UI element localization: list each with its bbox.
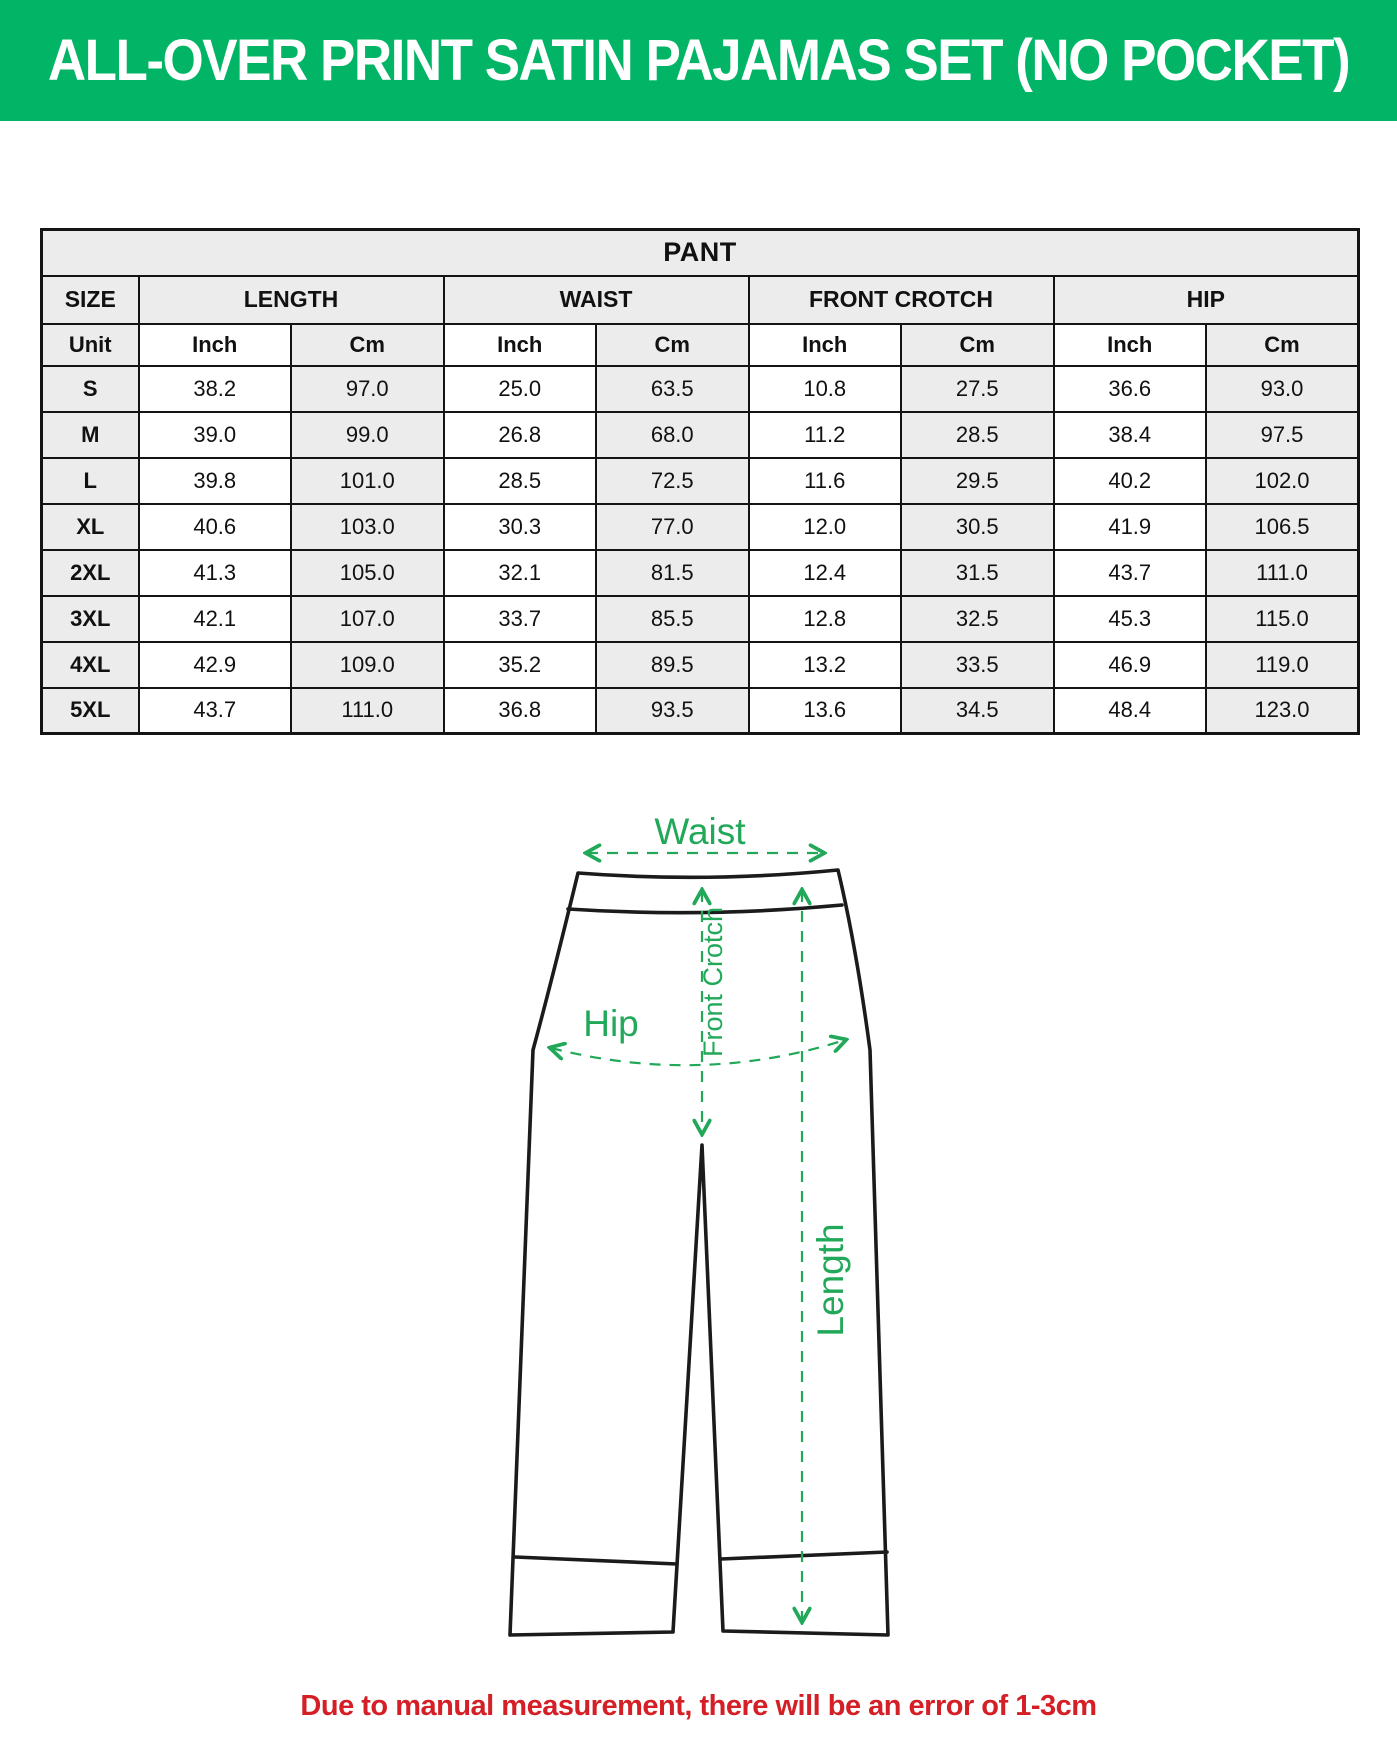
value-cell: 11.6 — [749, 458, 902, 504]
front-crotch-label: Front Crotch — [698, 906, 728, 1058]
size-cell: S — [42, 366, 139, 412]
value-cell: 32.5 — [901, 596, 1054, 642]
value-cell: 102.0 — [1206, 458, 1359, 504]
value-cell: 40.2 — [1054, 458, 1207, 504]
value-cell: 36.6 — [1054, 366, 1207, 412]
value-cell: 109.0 — [291, 642, 444, 688]
unit-cm: Cm — [1206, 324, 1359, 366]
value-cell: 31.5 — [901, 550, 1054, 596]
right-cuff-line — [721, 1552, 887, 1559]
value-cell: 39.8 — [139, 458, 292, 504]
value-cell: 12.4 — [749, 550, 902, 596]
table-row — [42, 688, 1359, 734]
table-row — [42, 412, 1359, 458]
size-table-body — [42, 366, 1359, 734]
value-cell: 38.4 — [1054, 412, 1207, 458]
value-cell: 45.3 — [1054, 596, 1207, 642]
value-cell: 48.4 — [1054, 688, 1207, 734]
value-cell: 106.5 — [1206, 504, 1359, 550]
value-cell: 68.0 — [596, 412, 749, 458]
table-row — [42, 504, 1359, 550]
pants-measurement-diagram — [0, 740, 1397, 1645]
size-cell: M — [42, 412, 139, 458]
table-title-row — [42, 230, 1359, 276]
column-header-size: SIZE — [42, 276, 139, 324]
value-cell: 42.9 — [139, 642, 292, 688]
value-cell: 111.0 — [1206, 550, 1359, 596]
value-cell: 72.5 — [596, 458, 749, 504]
value-cell: 101.0 — [291, 458, 444, 504]
size-cell: 5XL — [42, 688, 139, 734]
waist-label: Waist — [654, 811, 746, 852]
size-cell: 4XL — [42, 642, 139, 688]
value-cell: 30.3 — [444, 504, 597, 550]
table-row — [42, 458, 1359, 504]
value-cell: 93.5 — [596, 688, 749, 734]
value-cell: 28.5 — [901, 412, 1054, 458]
size-cell: 3XL — [42, 596, 139, 642]
value-cell: 39.0 — [139, 412, 292, 458]
size-table — [40, 228, 1360, 735]
value-cell: 97.0 — [291, 366, 444, 412]
unit-label: Unit — [42, 324, 139, 366]
value-cell: 34.5 — [901, 688, 1054, 734]
table-row — [42, 596, 1359, 642]
value-cell: 107.0 — [291, 596, 444, 642]
value-cell: 115.0 — [1206, 596, 1359, 642]
value-cell: 30.5 — [901, 504, 1054, 550]
title-banner — [0, 0, 1397, 121]
table-row — [42, 642, 1359, 688]
size-cell: L — [42, 458, 139, 504]
length-label: Length — [810, 1223, 851, 1337]
column-header-front-crotch: FRONT CROTCH — [749, 276, 1054, 324]
value-cell: 11.2 — [749, 412, 902, 458]
hip-label: Hip — [583, 1003, 639, 1044]
table-row — [42, 550, 1359, 596]
value-cell: 36.8 — [444, 688, 597, 734]
value-cell: 103.0 — [291, 504, 444, 550]
value-cell: 89.5 — [596, 642, 749, 688]
value-cell: 63.5 — [596, 366, 749, 412]
value-cell: 123.0 — [1206, 688, 1359, 734]
value-cell: 119.0 — [1206, 642, 1359, 688]
value-cell: 77.0 — [596, 504, 749, 550]
value-cell: 81.5 — [596, 550, 749, 596]
table-unit-row — [42, 324, 1359, 366]
value-cell: 29.5 — [901, 458, 1054, 504]
table-group-header-row — [42, 276, 1359, 324]
value-cell: 46.9 — [1054, 642, 1207, 688]
unit-inch: Inch — [444, 324, 597, 366]
value-cell: 105.0 — [291, 550, 444, 596]
value-cell: 93.0 — [1206, 366, 1359, 412]
value-cell: 25.0 — [444, 366, 597, 412]
value-cell: 111.0 — [291, 688, 444, 734]
value-cell: 13.6 — [749, 688, 902, 734]
unit-cm: Cm — [596, 324, 749, 366]
value-cell: 85.5 — [596, 596, 749, 642]
left-cuff-line — [515, 1557, 677, 1564]
column-header-waist: WAIST — [444, 276, 749, 324]
value-cell: 42.1 — [139, 596, 292, 642]
value-cell: 13.2 — [749, 642, 902, 688]
value-cell: 97.5 — [1206, 412, 1359, 458]
value-cell: 99.0 — [291, 412, 444, 458]
measurement-error-note: Due to manual measurement, there will be an error of 1-3cm — [300, 1690, 1097, 1722]
size-cell: 2XL — [42, 550, 139, 596]
unit-inch: Inch — [1054, 324, 1207, 366]
unit-cm: Cm — [291, 324, 444, 366]
table-title: PANT — [42, 230, 1359, 276]
value-cell: 12.0 — [749, 504, 902, 550]
value-cell: 40.6 — [139, 504, 292, 550]
value-cell: 26.8 — [444, 412, 597, 458]
unit-inch: Inch — [749, 324, 902, 366]
value-cell: 32.1 — [444, 550, 597, 596]
value-cell: 41.3 — [139, 550, 292, 596]
value-cell: 28.5 — [444, 458, 597, 504]
column-header-hip: HIP — [1054, 276, 1359, 324]
value-cell: 33.5 — [901, 642, 1054, 688]
value-cell: 43.7 — [139, 688, 292, 734]
column-header-length: LENGTH — [139, 276, 444, 324]
size-cell: XL — [42, 504, 139, 550]
page-title: ALL-OVER PRINT SATIN PAJAMAS SET (NO POCKET) — [47, 28, 1350, 93]
value-cell: 27.5 — [901, 366, 1054, 412]
value-cell: 38.2 — [139, 366, 292, 412]
value-cell: 12.8 — [749, 596, 902, 642]
unit-cm: Cm — [901, 324, 1054, 366]
table-row — [42, 366, 1359, 412]
value-cell: 35.2 — [444, 642, 597, 688]
value-cell: 43.7 — [1054, 550, 1207, 596]
value-cell: 41.9 — [1054, 504, 1207, 550]
value-cell: 33.7 — [444, 596, 597, 642]
value-cell: 10.8 — [749, 366, 902, 412]
unit-inch: Inch — [139, 324, 292, 366]
